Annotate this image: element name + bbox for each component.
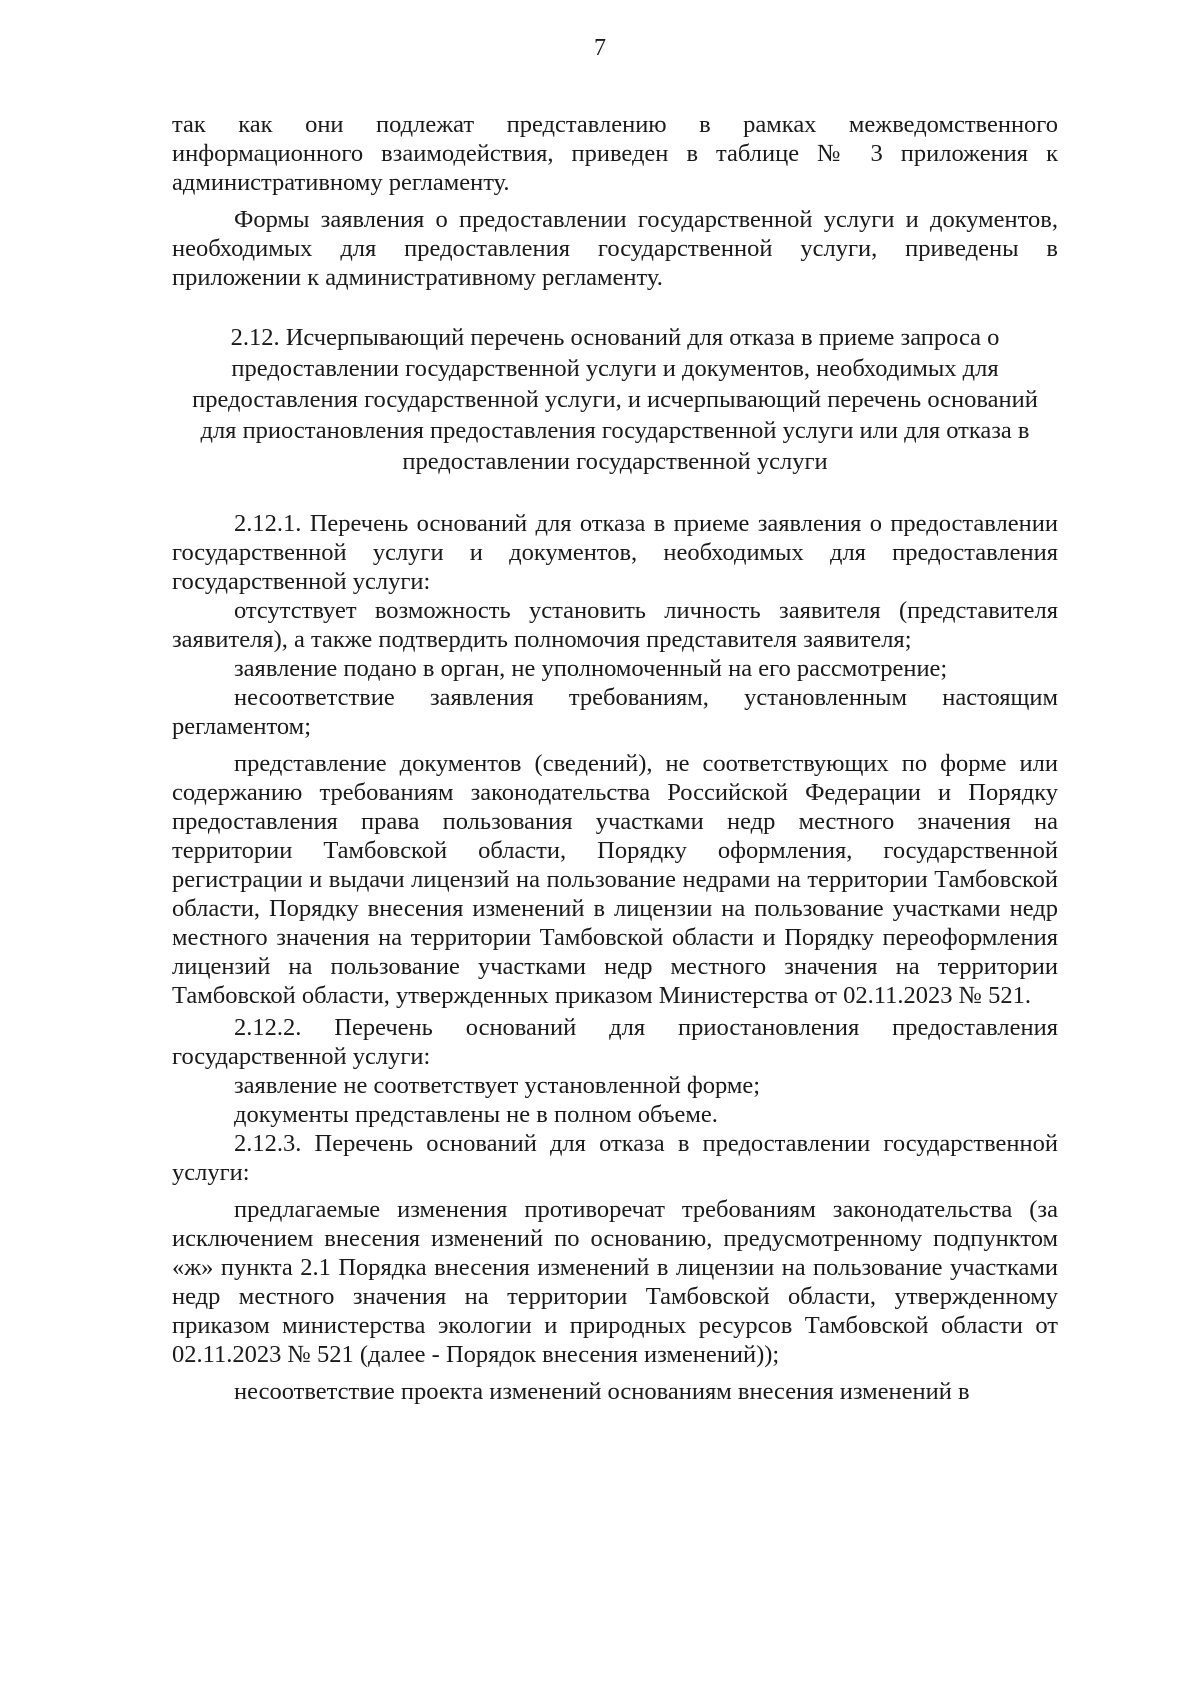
section-2-12-3-intro: 2.12.3. Перечень оснований для отказа в предоставлении государственной услуги: xyxy=(172,1130,1058,1186)
paragraph-forms: Формы заявления о предоставлении государственной услуги и документов, необходимых для предоставления государственной услуги, приведены в приложении к административному регламенту. xyxy=(172,206,1058,291)
list-item: несоответствие заявления требованиям, установленным настоящим регламентом; xyxy=(172,684,1058,740)
list-item: отсутствует возможность установить личность заявителя (представителя заявителя), а также подтвердить полномочия представителя заявителя; xyxy=(172,597,1058,653)
document-body xyxy=(172,110,1058,1406)
list-item: заявление подано в орган, не уполномоченный на его рассмотрение; xyxy=(234,655,948,682)
paragraph-continuation: так как они подлежат представлению в рамках межведомственного информационного взаимодействия, приведен в таблице № 3 приложения к административному регламенту. xyxy=(172,111,1058,196)
list-item: предлагаемые изменения противоречат требованиям законодательства (за исключением внесения изменений по основанию, предусмотренному подпунктом «ж» пункта 2.1 Порядка внесения изменений в лицензии на пользование участками недр местного значения на территории Тамбовской области, утвержденному приказом министерства экологии и природных ресурсов Тамбовской области от 02.11.2023 № 521 (далее - Порядок внесения изменений)); xyxy=(172,1196,1058,1368)
section-heading xyxy=(172,322,1058,477)
section-heading-text: 2.12. Исчерпывающий перечень оснований для отказа в приеме запроса о предоставлении государственной услуги и документов, необходимых для предоставления государственной услуги, и исчерпывающий перечень оснований для приостановления предоставления государственной услуги или для отказа в предоставлении государственной услуги xyxy=(192,324,1038,475)
section-2-12-2-intro: 2.12.2. Перечень оснований для приостановления предоставления государственной услуги: xyxy=(172,1014,1058,1070)
page-number: 7 xyxy=(594,35,606,61)
section-2-12-1-intro: 2.12.1. Перечень оснований для отказа в приеме заявления о предоставлении государственной услуги и документов, необходимых для предоставления государственной услуги: xyxy=(172,510,1058,595)
list-item: несоответствие проекта изменений основаниям внесения изменений в xyxy=(234,1378,970,1405)
list-item: документы представлены не в полном объеме. xyxy=(234,1101,718,1128)
list-item: представление документов (сведений), не соответствующих по форме или содержанию требованиям законодательства Российской Федерации и Порядку предоставления права пользования участками недр местного значения на территории Тамбовской области, Порядку оформления, государственной регистрации и выдачи лицензий на пользование недрами на территории Тамбовской области, Порядку внесения изменений в лицензии на пользование участками недр местного значения на территории Тамбовской области и Порядку переоформления лицензий на пользование участками недр местного значения на территории Тамбовской области, утвержденных приказом Министерства от 02.11.2023 № 521. xyxy=(172,750,1058,1009)
list-item: заявление не соответствует установленной форме; xyxy=(234,1072,761,1099)
